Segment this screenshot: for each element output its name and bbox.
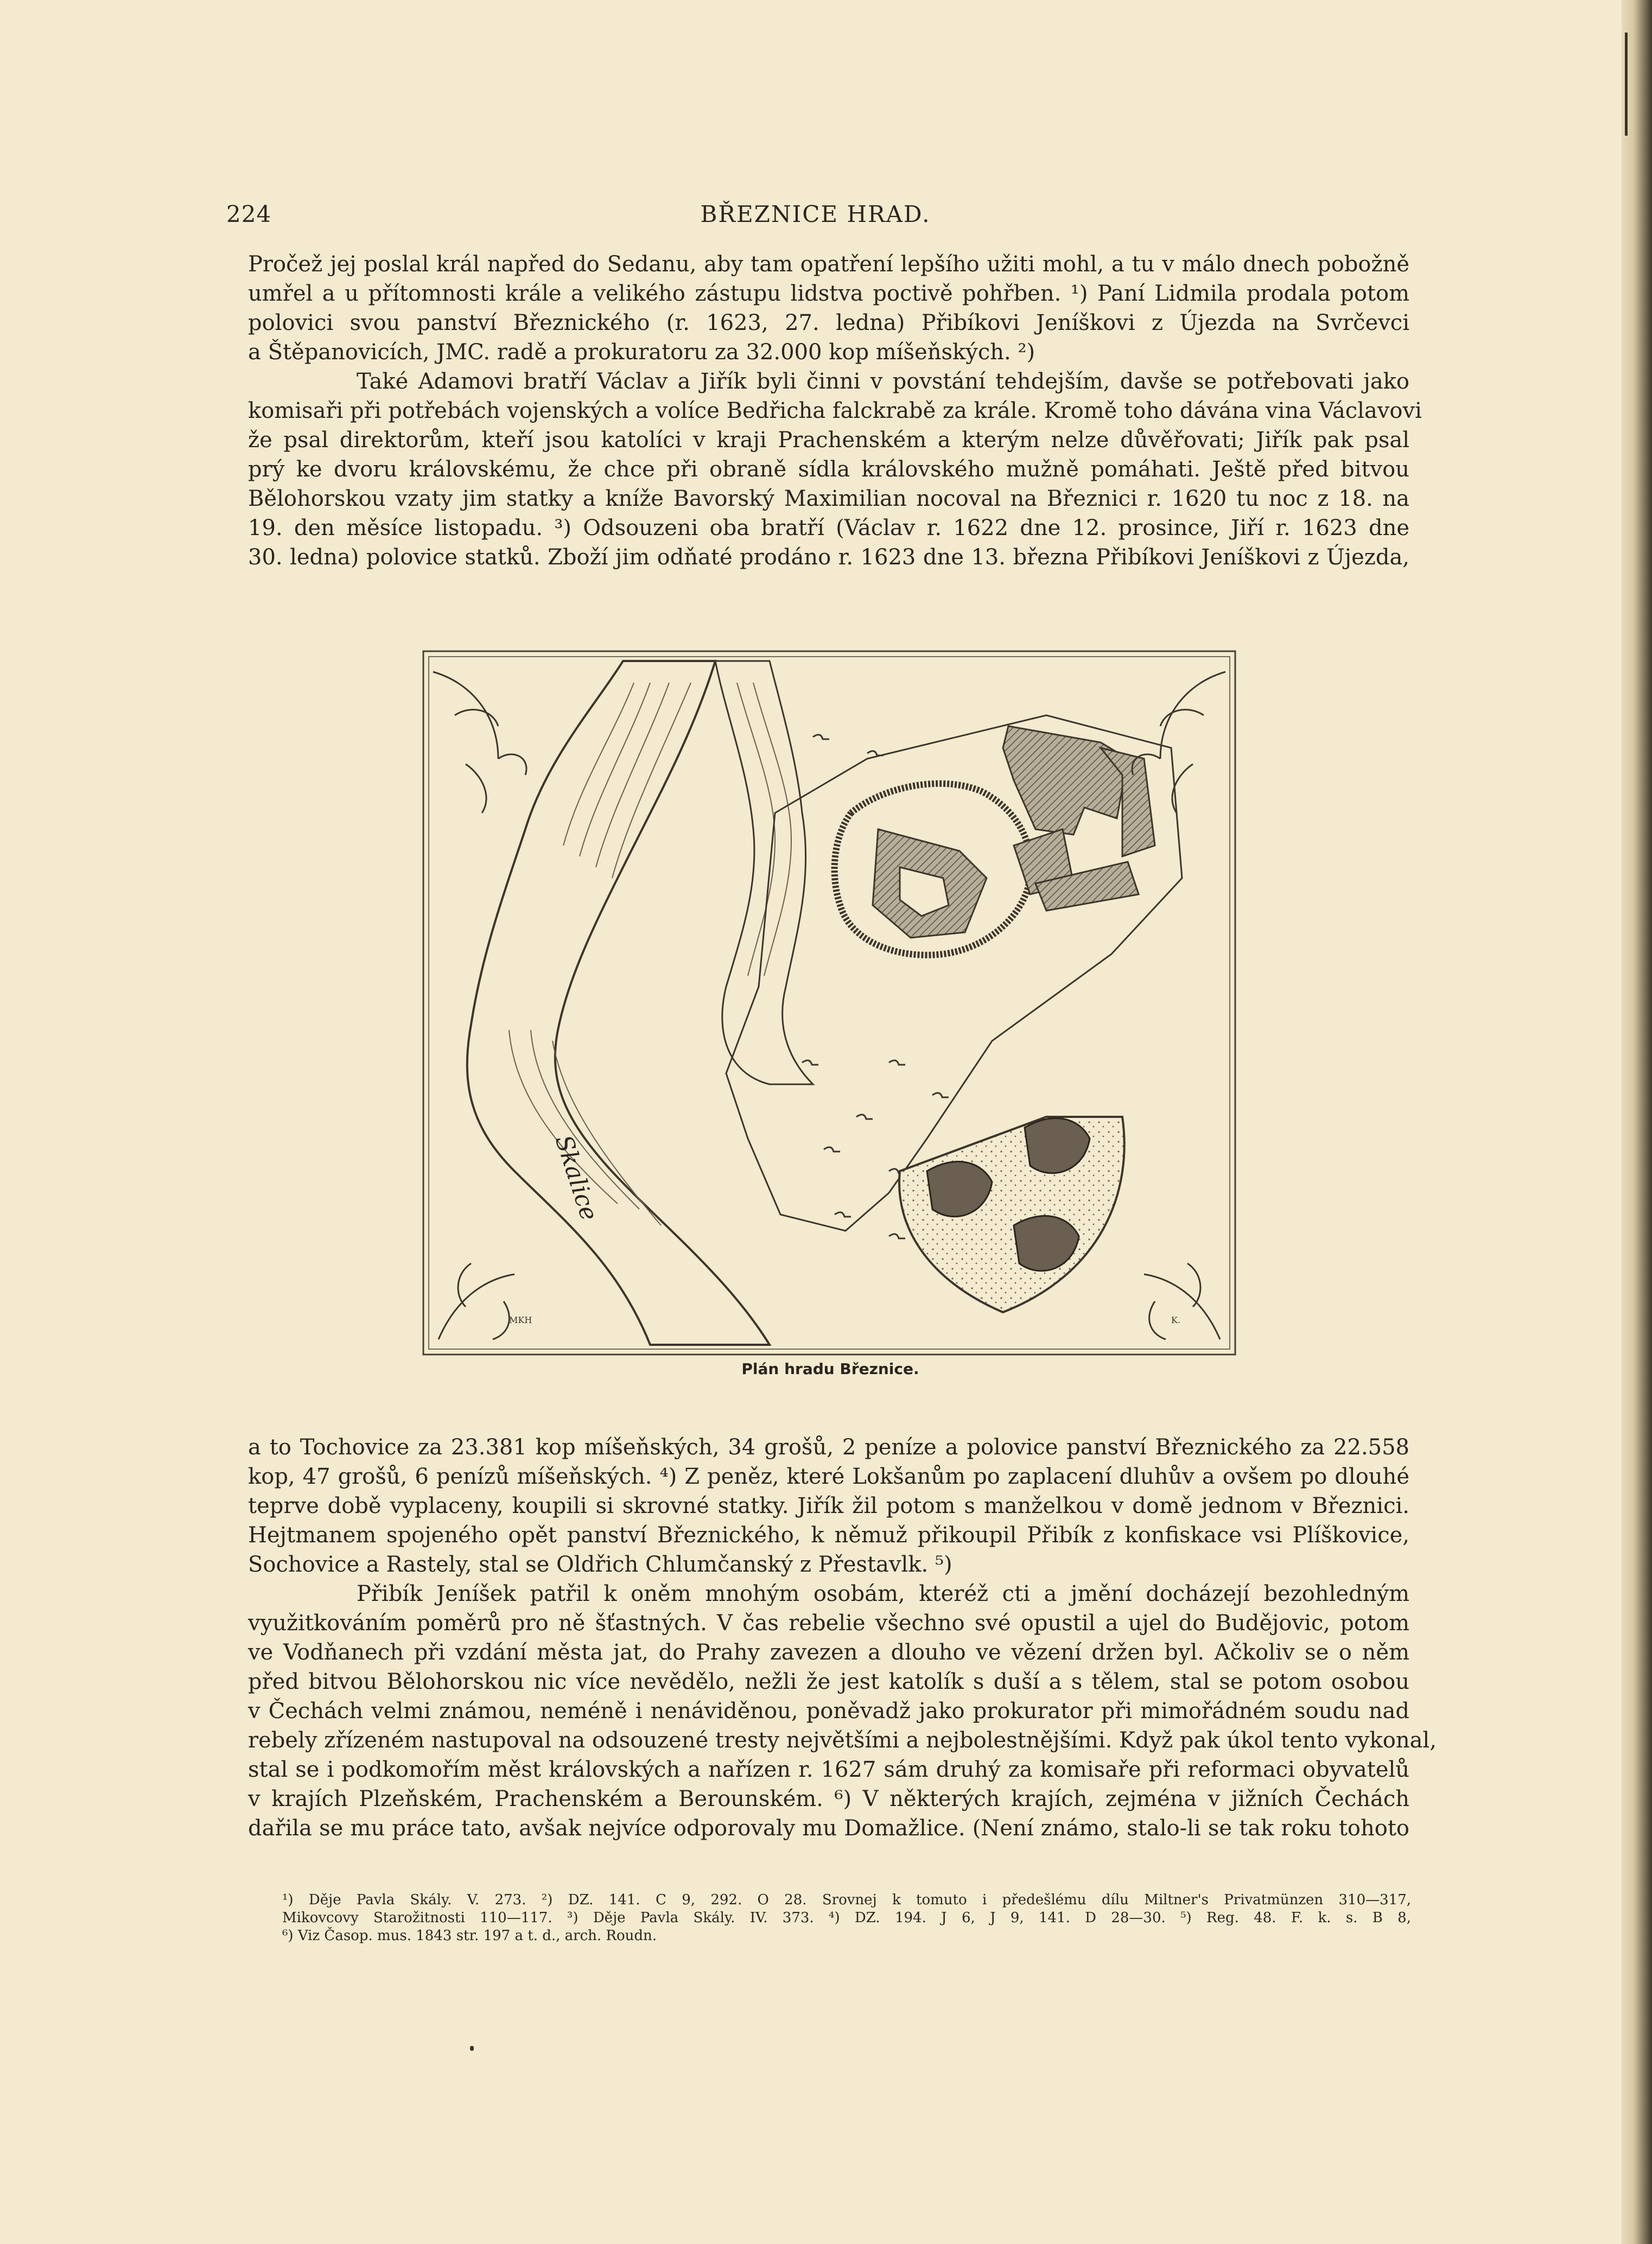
page-crease [1625,33,1628,136]
text-line: Také Adamovi bratří Václav a Jiřík byli činni v povstání tehdejším, davše se potřebovati jako [357,369,1409,394]
engraver-mark-right: K. [1171,1315,1181,1325]
vine-ornament-icon [433,672,526,813]
page-edge-shadow [1622,0,1652,2244]
text-line: Hejtmanem spojeného opět panství Březnického, k němuž přikoupil Přibík z konfiskace vsi Plíškovice, [248,1523,1409,1548]
text-line: rebely zřízeném nastupoval na odsouzené tresty největšími a nejbolestnějšími. Když pak úkol tento vykonal, [248,1728,1437,1753]
text-line: dařila se mu práce tato, avšak nejvíce odporovaly mu Domažlice. (Není známo, stalo-li se tak roku tohoto [248,1816,1409,1841]
text-line: 30. ledna) polovice statků. Zboží jim odňaté prodáno r. 1623 dne 13. března Přibíkovi Jeníškovi z Újezda, [248,545,1409,570]
figure-caption: Plán hradu Březnice. [741,1360,919,1378]
text-line: Bělohorskou vzaty jim statky a kníže Bavorský Maximilian nocoval na Březnici r. 1620 tu noc z 18. na [248,486,1409,511]
text-line: stal se i podkomořím měst královských a nařízen r. 1627 sám druhý za komisaře při reformaci obyvatelů [248,1757,1409,1782]
text-line: 19. den měsíce listopadu. ³) Odsouzeni oba bratří (Václav r. 1622 dne 12. prosince, Jiří r. 1623 dne [248,516,1409,541]
river-label: Skalice [549,1131,603,1224]
text-line: v krajích Plzeňském, Prachenském a Berounském. ⁶) V některých krajích, zejména v jižních Čechách [248,1787,1409,1811]
text-line: využitkováním poměrů pro ně šťastných. V čas rebelie všechno své opustil a ujel do Budějovic, potom [248,1611,1409,1636]
text-line: komisaři při potřebách vojenských a volíce Bedřicha falckrabě za krále. Kromě toho dávána vina Václavovi [248,398,1422,423]
vine-ornament-icon [439,1263,514,1339]
text-line: ve Vodňanech při vzdání města jat, do Prahy zavezen a dlouho ve vězení držen byl. Ačkoliv se o něm [248,1640,1409,1665]
footnote-line: ⁶) Viz Časop. mus. 1843 str. 197 a t. d., arch. Roudn. [282,1928,657,1944]
castle-wings [1003,726,1155,911]
text-line: prý ke dvoru královskému, že chce při obraně sídla královského mužně pomáhati. Ještě před bitvou [248,457,1409,482]
text-line: Pročež jej poslal král napřed do Sedanu, aby tam opatření lepšího užiti mohl, a tu v málo dnech pobožně [248,252,1409,277]
castle-keep [873,829,987,938]
footnote-line: ¹) Děje Pavla Skály. V. 273. ²) DZ. 141. C 9, 292. O 28. Srovnej k tomuto i předešlému dílu Miltner's Privatmünzen 310—317, [282,1892,1411,1908]
text-line: a Štěpanovicích, JMC. radě a prokuratoru za 32.000 kop míšeňských. ²) [248,340,1035,365]
footnotes [282,1891,1411,1945]
text-line: a to Tochovice za 23.381 kop míšeňských, 34 grošů, 2 peníze a polovice panství Březnického za 22.558 [248,1435,1409,1460]
ink-speck [470,2046,474,2051]
text-line: kop, 47 grošů, 6 penízů míšeňských. ⁴) Z peněz, které Lokšanům po zaplacení dluhův a ovšem po dlouhé [248,1464,1409,1489]
vine-ornament-icon [1144,1263,1220,1339]
text-line: umřel a u přítomnosti krále a velikého zástupu lidstva poctivě pohřben. ¹) Paní Lidmila prodala potom [248,281,1409,306]
castle-plan-figure [422,650,1236,1356]
engraver-mark-left: MKH [509,1315,532,1325]
text-line: že psal direktorům, kteří jsou katolíci v kraji Prachenském a kterým nelze důvěřovati; Jiřík pak psal [248,428,1409,453]
footnote-line: Mikovcovy Starožitnosti 110—117. ³) Děje Pavla Skály. IV. 373. ⁴) DZ. 194. J 6, J 9, 141. D 28—30. ⁵) Reg. 48. F. k. s. B 8, [282,1910,1411,1926]
paragraph-3 [248,1433,1409,1579]
paragraph-2 [248,367,1422,572]
page-number: 224 [226,201,272,227]
text-line: teprve době vyplaceny, koupili si skrovné statky. Jiřík žil potom s manželkou v domě jednom v Březnici. [248,1493,1409,1518]
castle-plan-illustration [422,650,1236,1356]
paragraph-4 [248,1579,1437,1843]
text-line: Přibík Jeníšek patřil k oněm mnohým osobám, kteréž cti a jmění docházejí bezohledným [357,1581,1409,1606]
text-line: Sochovice a Rastely, stal se Oldřich Chlumčanský z Přestavlk. ⁵) [248,1552,952,1577]
river [467,661,813,1345]
text-line: v Čechách velmi známou, neméně i nenáviděnou, poněvadž jako prokurator při mimořádném soudu nad [248,1699,1409,1724]
coat-of-arms [899,1117,1124,1312]
text-block-bottom [248,1433,1437,1843]
running-title: BŘEZNICE HRAD. [700,201,931,227]
page-header [226,201,1405,233]
text-line: před bitvou Bělohorskou nic více nevědělo, nežli že jest katolík s duší a s tělem, stal se potom osobou [248,1669,1409,1694]
text-block-top [248,250,1422,572]
paragraph-1 [248,250,1409,367]
text-line: polovici svou panství Březnického (r. 1623, 27. ledna) Přibíkovi Jeníškovi z Újezda na Svrčevci [248,310,1409,335]
